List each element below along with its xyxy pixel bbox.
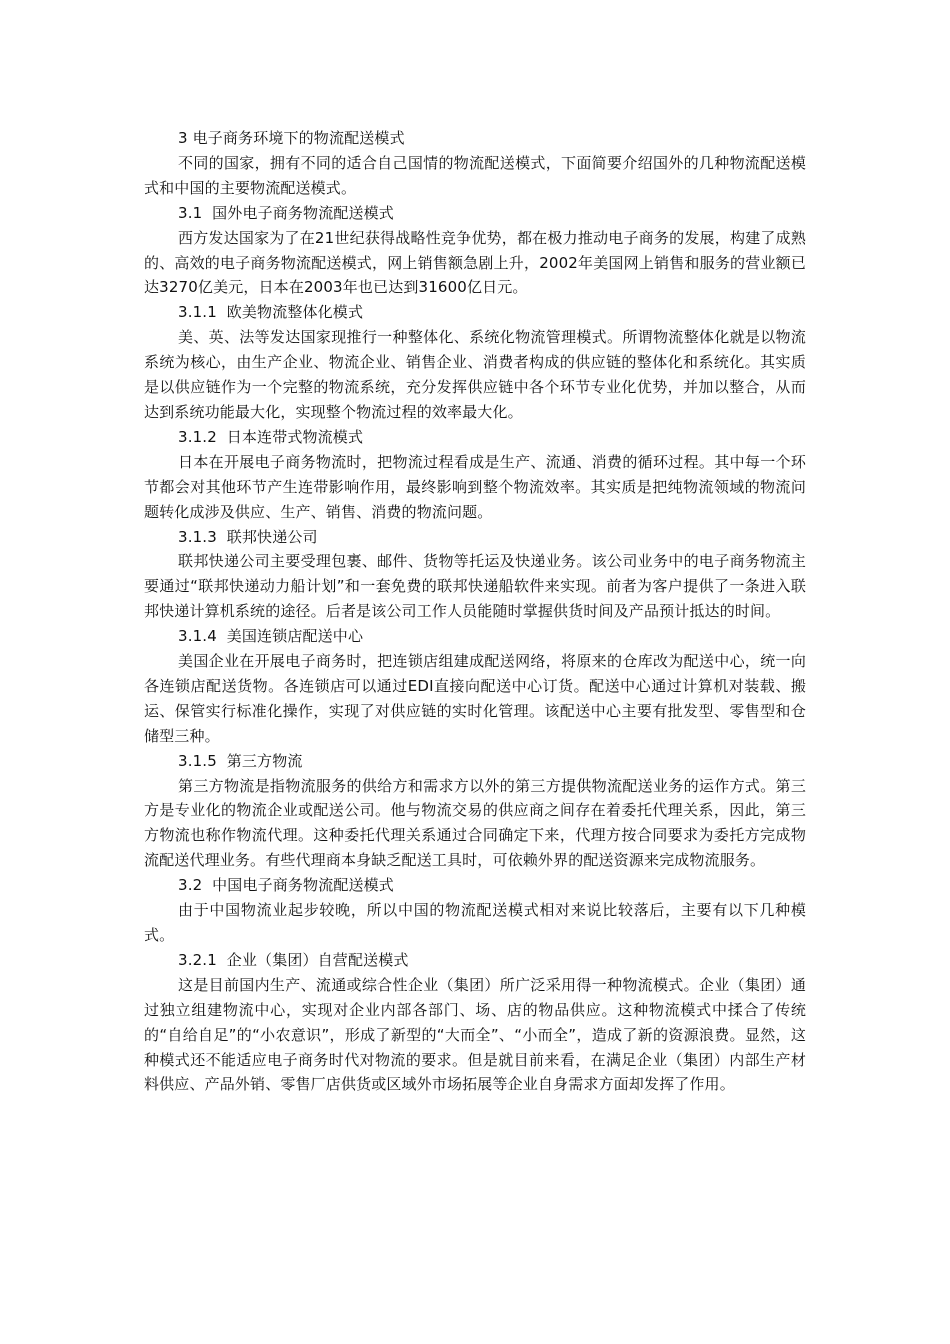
body-paragraph: 日本在开展电子商务物流时，把物流过程看成是生产、流通、消费的循环过程。其中每一个环节都会对其他环节产生连带影响作用，最终影响到整个物流效率。其实质是把纯物流领域的物流问题转化成涉及供应、生产、销售、消费的物流问题。 bbox=[144, 452, 806, 521]
body-paragraph: 第三方物流是指物流服务的供给方和需求方以外的第三方提供物流配送业务的运作方式。第三方是专业化的物流企业或配送公司。他与物流交易的供应商之间存在着委托代理关系，因此，第三方物流也称作物流代理。这种委托代理关系通过合同确定下来，代理方按合同要求为委托方完成物流配送代理业务。有些代理商本身缺乏配送工具时，可依赖外界的配送资源来完成物流服务。 bbox=[144, 776, 806, 870]
subsection-heading: 3.1.3 联邦快递公司 bbox=[178, 527, 318, 546]
section-heading: 3 电子商务环境下的物流配送模式 bbox=[178, 129, 405, 147]
body-paragraph: 美国企业在开展电子商务时，把连锁店组建成配送网络，将原来的仓库改为配送中心，统一向各连锁店配送货物。各连锁店可以通过EDI直接向配送中心订货。配送中心通过计算机对装载、搬运、保管实行标准化操作，实现了对供应链的实时化管理。该配送中心主要有批发型、零售型和仓储型三种。 bbox=[144, 652, 806, 745]
subsection-heading: 3.1.5 第三方物流 bbox=[178, 751, 303, 770]
body-paragraph: 联邦快递公司主要受理包裹、邮件、货物等托运及快递业务。该公司业务中的电子商务物流主要通过“联邦快递动力船计划”和一套免费的联邦快递船软件来实现。前者为客户提供了一条进入联邦快递计算机系统的途径。后者是该公司工作人员能随时掌握供货时间及产品预计抵达的时间。 bbox=[144, 552, 806, 621]
section-heading: 3.1 国外电子商务物流配送模式 bbox=[178, 203, 394, 222]
subsection-heading: 3.1.4 美国连锁店配送中心 bbox=[178, 627, 364, 646]
body-paragraph: 这是目前国内生产、流通或综合性企业（集团）所广泛采用得一种物流模式。企业（集团）通过独立组建物流中心，实现对企业内部各部门、场、店的物品供应。这种物流模式中揉合了传统的“自给自足”的“小农意识”，形成了新型的“大而全”、“小而全”，造成了新的资源浪费。显然，这种模式还不能适应电子商务时代对物流的要求。但是就目前来看，在满足企业（集团）内部生产材料供应、产品外销、零售厂店供货或区域外市场拓展等企业自身需求方面却发挥了作用。 bbox=[144, 975, 806, 1094]
subsection-heading: 3.2.1 企业（集团）自营配送模式 bbox=[178, 950, 409, 969]
document-page bbox=[144, 126, 806, 1097]
body-paragraph: 不同的国家，拥有不同的适合自己国情的物流配送模式，下面简要介绍国外的几种物流配送模式和中国的主要物流配送模式。 bbox=[144, 153, 806, 197]
body-paragraph: 西方发达国家为了在21世纪获得战略性竞争优势，都在极力推动电子商务的发展，构建了成熟的、高效的电子商务物流配送模式，网上销售额急剧上升，2002年美国网上销售和服务的营业额已达3270亿美元，日本在2003年也已达到31600亿日元。 bbox=[144, 228, 806, 297]
subsection-heading: 3.1.1 欧美物流整体化模式 bbox=[178, 303, 364, 322]
subsection-heading: 3.1.2 日本连带式物流模式 bbox=[178, 427, 364, 446]
body-paragraph: 由于中国物流业起步较晚，所以中国的物流配送模式相对来说比较落后，主要有以下几种模式。 bbox=[144, 901, 806, 944]
section-heading: 3.2 中国电子商务物流配送模式 bbox=[178, 876, 394, 895]
body-paragraph: 美、英、法等发达国家现推行一种整体化、系统化物流管理模式。所谓物流整体化就是以物流系统为核心，由生产企业、物流企业、销售企业、消费者构成的供应链的整体化和系统化。其实质是以供应链作为一个完整的物流系统，充分发挥供应链中各个环节专业化优势，并加以整合，从而达到系统功能最大化，实现整个物流过程的效率最大化。 bbox=[144, 328, 806, 421]
